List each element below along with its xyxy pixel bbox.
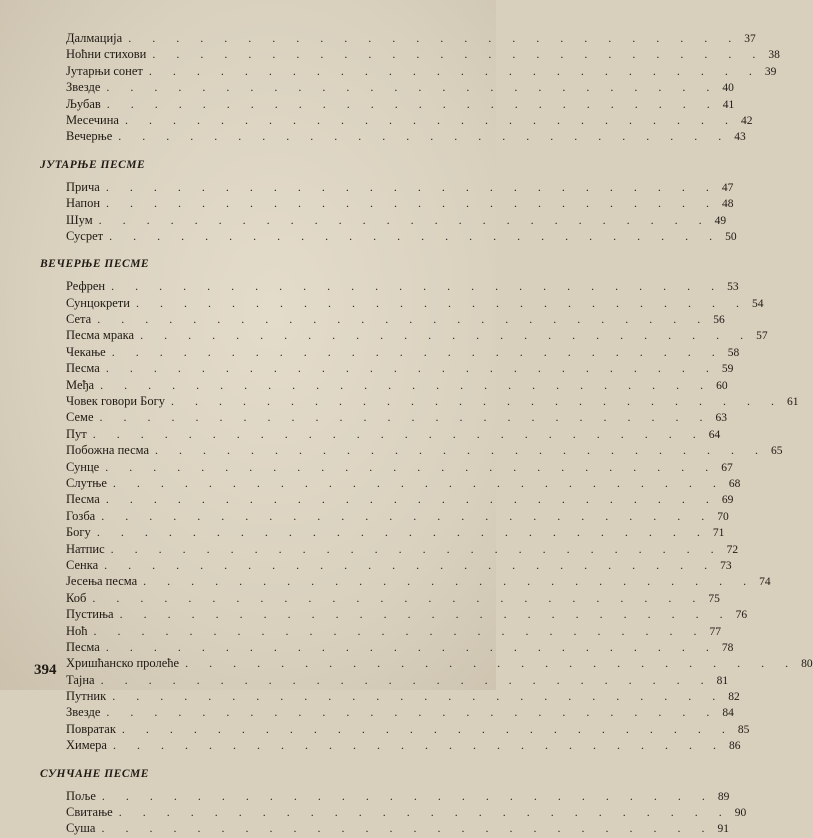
- entry-page-number: 64: [708, 428, 721, 441]
- dot-leader: . . . . . . . . . . . . . . . . . . . . . . . . . .: [112, 475, 725, 490]
- entry-title: Гозба: [66, 508, 96, 523]
- dot-leader: . . . . . . . . . . . . . . . . . . . . . . . . . .: [152, 47, 765, 62]
- toc-entry: [40, 228, 737, 244]
- page-number: 394: [34, 662, 57, 678]
- entry-title: Повратак: [66, 721, 116, 736]
- entry-page-number: 68: [728, 477, 741, 490]
- entry-title: Далмација: [66, 31, 123, 45]
- toc-entry: [40, 426, 721, 442]
- entry-title: Напон: [66, 196, 101, 211]
- entry-title: Звезде: [66, 705, 101, 720]
- entry-title: Сунце: [66, 459, 100, 474]
- entry-title: Пут: [66, 426, 87, 441]
- entry-title: Вечерње: [66, 129, 113, 144]
- entry-page-number: 90: [734, 807, 747, 820]
- dot-leader: . . . . . . . . . . . . . . . . . . . . . . . . . .: [101, 821, 714, 836]
- toc-entry: [40, 541, 739, 557]
- dot-leader: . . . . . . . . . . . . . . . . . . . . . . . . . .: [135, 295, 748, 310]
- entry-title: Натпис: [66, 541, 105, 556]
- toc-entry: [40, 311, 725, 327]
- section-heading: ЈУТАРЊЕ ПЕСМЕ: [40, 158, 146, 171]
- toc-entry: [40, 475, 741, 491]
- entry-title: Сенка: [66, 557, 99, 572]
- toc-entry: [40, 788, 730, 804]
- entry-title: Побожна песма: [66, 443, 150, 458]
- entry-page-number: 38: [768, 49, 780, 62]
- entry-page-number: 42: [740, 114, 753, 127]
- toc-entry: [40, 30, 756, 46]
- dot-leader: . . . . . . . . . . . . . . . . . . . . . . . . . .: [101, 508, 714, 523]
- entry-title: Прича: [66, 179, 100, 194]
- entry-title: Сусрет: [66, 228, 104, 243]
- dot-leader: . . . . . . . . . . . . . . . . . . . . . . . . . .: [100, 377, 713, 392]
- toc-entry: [40, 79, 734, 95]
- toc-entry: [40, 278, 739, 294]
- toc-entry: [40, 393, 799, 409]
- entry-page-number: 56: [713, 314, 725, 327]
- entry-page-number: 82: [728, 691, 740, 704]
- entry-page-number: 85: [737, 723, 750, 736]
- entry-page-number: 71: [712, 527, 725, 540]
- dot-leader: . . . . . . . . . . . . . . . . . . . . . . . . . .: [111, 279, 724, 294]
- entry-page-number: 37: [744, 33, 756, 45]
- entry-title: Песма мрака: [66, 328, 135, 343]
- dot-leader: . . . . . . . . . . . . . . . . . . . . . . . . . .: [111, 344, 724, 359]
- dot-leader: . . . . . . . . . . . . . . . . . . . . . . . . . .: [128, 31, 741, 45]
- entry-page-number: 73: [720, 559, 732, 572]
- toc-entry: [40, 442, 783, 458]
- dot-leader: . . . . . . . . . . . . . . . . . . . . . . . . . .: [185, 656, 798, 671]
- dot-leader: . . . . . . . . . . . . . . . . . . . . . . . . . .: [99, 410, 712, 425]
- entry-page-number: 40: [722, 82, 734, 95]
- dot-leader: . . . . . . . . . . . . . . . . . . . . . . . . . .: [98, 212, 711, 227]
- toc-entry: [40, 524, 725, 540]
- toc-entry: [40, 672, 729, 688]
- entry-page-number: 75: [708, 592, 720, 605]
- entry-title: Песма: [66, 361, 100, 376]
- dot-leader: . . . . . . . . . . . . . . . . . . . . . . . . . .: [93, 623, 706, 638]
- entry-title: Богу: [66, 525, 91, 540]
- entry-title: Сунцокрети: [66, 295, 130, 310]
- entry-page-number: 61: [786, 396, 799, 409]
- entry-page-number: 65: [771, 445, 783, 458]
- entry-page-number: 69: [721, 494, 734, 507]
- entry-title: Месечина: [66, 112, 119, 127]
- dot-leader: . . . . . . . . . . . . . . . . . . . . . . . . . .: [106, 80, 719, 95]
- entry-page-number: 89: [717, 790, 730, 803]
- entry-title: Коб: [66, 590, 87, 605]
- section-spacer: [40, 754, 460, 766]
- toc-entry: [40, 590, 720, 606]
- toc-entry: [40, 721, 750, 737]
- section-spacer: [40, 145, 460, 157]
- section-spacer: [40, 244, 460, 256]
- toc-entry: [40, 737, 741, 753]
- dot-leader: . . . . . . . . . . . . . . . . . . . . . . . . . .: [105, 459, 718, 474]
- entry-title: Хришћанско пролеће: [66, 656, 180, 671]
- dot-leader: . . . . . . . . . . . . . . . . . . . . . . . . . .: [97, 312, 710, 327]
- entry-page-number: 91: [717, 823, 729, 836]
- dot-leader: . . . . . . . . . . . . . . . . . . . . . . . . . .: [112, 738, 725, 753]
- entry-page-number: 59: [721, 363, 734, 376]
- entry-page-number: 74: [759, 576, 771, 589]
- entry-title: Сета: [66, 312, 92, 327]
- entry-title: Пустиња: [66, 607, 114, 622]
- toc-entry: [40, 360, 734, 376]
- entry-title: Чекање: [66, 344, 106, 359]
- toc-entry: [40, 295, 764, 311]
- dot-leader: . . . . . . . . . . . . . . . . . . . . . . . . . .: [140, 328, 753, 343]
- toc-entry: [40, 409, 727, 425]
- entry-title: Песма: [66, 492, 100, 507]
- entry-title: Ноћ: [66, 623, 88, 638]
- section-heading: СУНЧАНЕ ПЕСМЕ: [40, 767, 149, 780]
- toc-entry: [40, 573, 771, 589]
- entry-page-number: 58: [727, 346, 740, 359]
- entry-page-number: 70: [717, 510, 729, 523]
- entry-title: Химера: [66, 738, 107, 753]
- dot-leader: . . . . . . . . . . . . . . . . . . . . . . . . . .: [148, 63, 761, 78]
- entry-page-number: 50: [725, 230, 737, 243]
- dot-leader: . . . . . . . . . . . . . . . . . . . . . . . . . .: [106, 705, 719, 720]
- entry-page-number: 41: [722, 98, 735, 111]
- toc-entry: [40, 327, 768, 343]
- entry-page-number: 72: [726, 543, 739, 556]
- dot-leader: . . . . . . . . . . . . . . . . . . . . . . . . . .: [105, 492, 718, 507]
- toc-entry: [40, 820, 729, 836]
- entry-title: Семе: [66, 410, 94, 425]
- toc-entry: [40, 557, 732, 573]
- entry-title: Свитање: [66, 805, 113, 820]
- dot-leader: . . . . . . . . . . . . . . . . . . . . . . . . . .: [92, 590, 705, 605]
- entry-page-number: 63: [715, 412, 727, 425]
- entry-page-number: 84: [722, 707, 734, 720]
- entry-title: Јутарњи сонет: [66, 63, 143, 78]
- entry-page-number: 67: [721, 461, 733, 474]
- dot-leader: . . . . . . . . . . . . . . . . . . . . . . . . . .: [104, 557, 717, 572]
- dot-leader: . . . . . . . . . . . . . . . . . . . . . . . . . .: [105, 361, 718, 376]
- entry-page-number: 57: [756, 330, 768, 343]
- toc-entry: [40, 491, 734, 507]
- entry-page-number: 39: [764, 65, 777, 78]
- entry-title: Шум: [66, 212, 93, 227]
- dot-leader: . . . . . . . . . . . . . . . . . . . . . . . . . .: [106, 196, 719, 211]
- entry-page-number: 86: [728, 740, 741, 753]
- table-of-contents: [40, 30, 813, 837]
- entry-title: Слутње: [66, 475, 107, 490]
- entry-page-number: 78: [721, 641, 734, 654]
- dot-leader: . . . . . . . . . . . . . . . . . . . . . . . . . .: [118, 805, 731, 820]
- toc-entry: [40, 179, 734, 195]
- entry-title: Рефрен: [66, 279, 106, 294]
- entry-page-number: 80: [801, 658, 813, 671]
- toc-entry: [40, 128, 746, 144]
- dot-leader: . . . . . . . . . . . . . . . . . . . . . . . . . .: [106, 96, 719, 111]
- toc-entry: [40, 655, 813, 671]
- dot-leader: . . . . . . . . . . . . . . . . . . . . . . . . . .: [109, 228, 722, 243]
- entry-title: Суша: [66, 821, 96, 836]
- dot-leader: . . . . . . . . . . . . . . . . . . . . . . . . . .: [105, 639, 718, 654]
- dot-leader: . . . . . . . . . . . . . . . . . . . . . . . . . .: [101, 788, 714, 803]
- entry-page-number: 49: [714, 214, 727, 227]
- entry-title: Љубав: [66, 96, 101, 111]
- toc-entry: [40, 63, 777, 79]
- toc-entry: [40, 344, 740, 360]
- entry-page-number: 81: [716, 674, 729, 687]
- entry-page-number: 48: [722, 198, 734, 211]
- entry-title: Човек говори Богу: [66, 394, 165, 409]
- entry-page-number: 47: [721, 181, 734, 194]
- toc-entry: [40, 804, 747, 820]
- entry-title: Звезде: [66, 80, 101, 95]
- entry-page-number: 54: [751, 297, 764, 310]
- toc-entry: [40, 212, 727, 228]
- dot-leader: . . . . . . . . . . . . . . . . . . . . . . . . . .: [121, 721, 734, 736]
- dot-leader: . . . . . . . . . . . . . . . . . . . . . . . . . .: [170, 394, 783, 409]
- entry-page-number: 53: [727, 281, 739, 294]
- entry-page-number: 76: [735, 609, 748, 622]
- dot-leader: . . . . . . . . . . . . . . . . . . . . . . . . . .: [92, 426, 705, 441]
- entry-page-number: 77: [709, 625, 722, 638]
- toc-entry: [40, 623, 722, 639]
- dot-leader: . . . . . . . . . . . . . . . . . . . . . . . . . .: [124, 112, 737, 127]
- entry-page-number: 60: [716, 379, 728, 392]
- toc-entry: [40, 377, 728, 393]
- dot-leader: . . . . . . . . . . . . . . . . . . . . . . . . . .: [119, 607, 732, 622]
- toc-entry: [40, 639, 734, 655]
- dot-leader: . . . . . . . . . . . . . . . . . . . . . . . . . .: [96, 525, 709, 540]
- toc-entry: [40, 606, 748, 622]
- dot-leader: . . . . . . . . . . . . . . . . . . . . . . . . . .: [105, 179, 718, 194]
- toc-entry: [40, 688, 740, 704]
- dot-leader: . . . . . . . . . . . . . . . . . . . . . . . . . .: [143, 574, 756, 589]
- dot-leader: . . . . . . . . . . . . . . . . . . . . . . . . . .: [100, 672, 713, 687]
- toc-entry: [40, 459, 733, 475]
- entry-title: Јесења песма: [66, 574, 138, 589]
- entry-page-number: 43: [734, 131, 746, 144]
- toc-entry: [40, 704, 734, 720]
- section-heading: ВЕЧЕРЊЕ ПЕСМЕ: [40, 258, 150, 271]
- entry-title: Тајна: [66, 672, 95, 687]
- entry-title: Путник: [66, 689, 107, 704]
- toc-entry: [40, 195, 734, 211]
- entry-title: Међа: [66, 377, 95, 392]
- entry-title: Песма: [66, 639, 100, 654]
- dot-leader: . . . . . . . . . . . . . . . . . . . . . . . . . .: [110, 541, 723, 556]
- dot-leader: . . . . . . . . . . . . . . . . . . . . . . . . . .: [118, 129, 731, 144]
- entry-title: Поље: [66, 788, 96, 803]
- dot-leader: . . . . . . . . . . . . . . . . . . . . . . . . . .: [155, 443, 768, 458]
- entry-title: Ноћни стихови: [66, 47, 147, 62]
- toc-entry: [40, 96, 735, 112]
- toc-entry: [40, 46, 780, 62]
- toc-entry: [40, 508, 729, 524]
- dot-leader: . . . . . . . . . . . . . . . . . . . . . . . . . .: [112, 689, 725, 704]
- toc-entry: [40, 112, 753, 128]
